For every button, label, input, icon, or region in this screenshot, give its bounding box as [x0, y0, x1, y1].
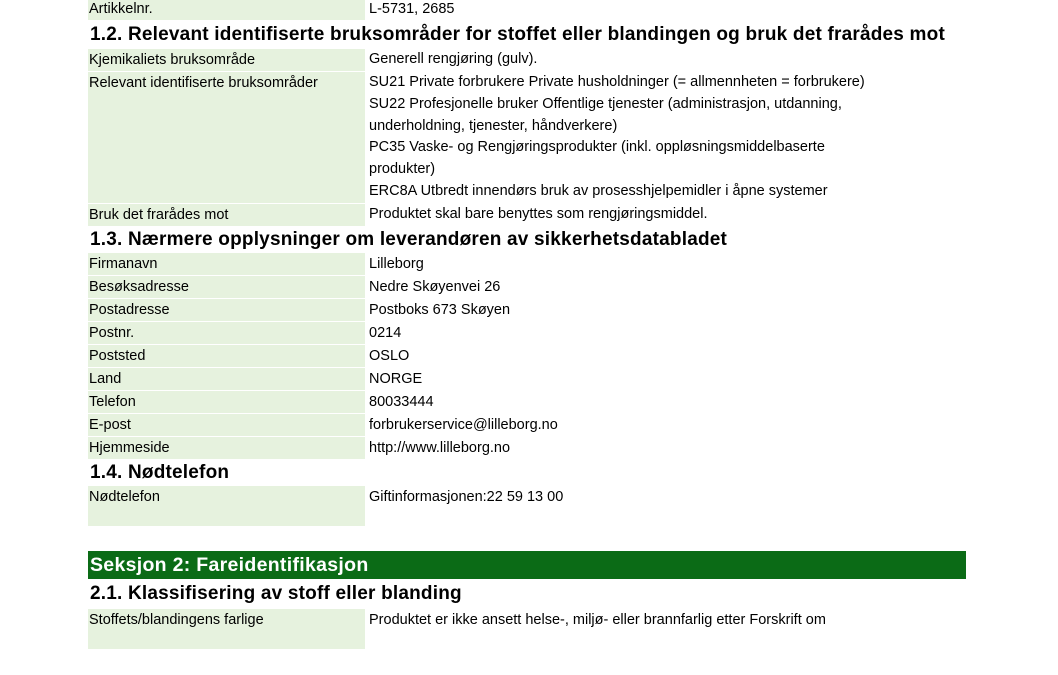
relevant-bruksomrader-row — [88, 72, 966, 203]
safety-data-sheet-page — [88, 0, 966, 649]
postadresse-row — [88, 299, 966, 321]
value-line: PC35 Vaske- og Rengjøringsprodukter (inkl. oppløsningsmiddelbaserte — [369, 139, 825, 156]
telefon-row — [88, 391, 966, 413]
field-value: NORGE — [369, 370, 423, 387]
field-value: Lilleborg — [369, 255, 424, 272]
field-label: Postnr. — [88, 322, 365, 344]
firmanavn-row — [88, 253, 966, 275]
nodtelefon-row — [88, 486, 966, 526]
field-label: Kjemikaliets bruksområde — [88, 49, 365, 71]
field-label: Nødtelefon — [88, 486, 365, 526]
poststed-row — [88, 345, 966, 367]
hjemmeside-row — [88, 437, 966, 459]
field-label: Firmanavn — [88, 253, 365, 275]
besoksadresse-row — [88, 276, 966, 298]
field-value: Postboks 673 Skøyen — [369, 301, 511, 318]
value-line: Generell rengjøring (gulv). — [369, 51, 538, 67]
field-label: Land — [88, 368, 365, 390]
bruk-frarades-row — [88, 204, 966, 226]
field-label: Besøksadresse — [88, 276, 365, 298]
field-label: Stoffets/blandingens farlige — [88, 609, 365, 649]
field-value: L-5731, 2685 — [369, 1, 455, 17]
artikkelnr-row — [88, 0, 966, 20]
value-line: ERC8A Utbredt innendørs bruk av prosesshjelpemidler i åpne systemer — [369, 182, 828, 199]
email-link[interactable]: forbrukerservice@lilleborg.no — [369, 416, 558, 433]
heading-1-2: 1.2. Relevant identifiserte bruksområder for stoffet eller blandingen og bruk det frarådes mot — [90, 24, 945, 45]
field-label: Bruk det frarådes mot — [88, 204, 365, 226]
field-value: 80033444 — [369, 393, 434, 410]
value-line: underholdning, tjenester, håndverkere) — [369, 117, 618, 134]
field-value — [365, 72, 966, 203]
epost-row — [88, 414, 966, 436]
field-value: Giftinformasjonen:22 59 13 00 — [369, 488, 564, 505]
value-line: produkter) — [369, 161, 436, 178]
field-label: Poststed — [88, 345, 365, 367]
field-label: Artikkelnr. — [88, 0, 365, 20]
heading-1-3: 1.3. Nærmere opplysninger om leverandøren av sikkerhetsdatabladet — [90, 228, 728, 250]
website-link[interactable]: http://www.lilleborg.no — [369, 439, 511, 456]
field-value: OSLO — [369, 347, 410, 364]
field-label: Hjemmeside — [88, 437, 365, 459]
land-row — [88, 368, 966, 390]
heading-1-4: 1.4. Nødtelefon — [90, 461, 230, 483]
field-label: Relevant identifiserte bruksområder — [88, 72, 365, 203]
field-value — [365, 204, 966, 226]
value-line: SU21 Private forbrukere Private husholdninger (= allmennheten = forbrukere) — [369, 74, 865, 90]
postnr-row — [88, 322, 966, 344]
field-label: Telefon — [88, 391, 365, 413]
field-value: 0214 — [369, 324, 402, 341]
value-line: SU22 Profesjonelle bruker Offentlige tjenester (administrasjon, utdanning, — [369, 95, 842, 112]
kjemikaliets-bruksomrade-row — [88, 49, 966, 71]
value-line: Produktet skal bare benyttes som rengjøringsmiddel. — [369, 205, 708, 222]
farlige-egenskaper-row — [88, 609, 966, 649]
field-label: Postadresse — [88, 299, 365, 321]
field-value: Produktet er ikke ansett helse-, miljø- eller brannfarlig etter Forskrift om — [369, 611, 826, 628]
field-value — [365, 49, 966, 71]
section-2-header: Seksjon 2: Fareidentifikasjon — [88, 551, 966, 579]
heading-2-1: 2.1. Klassifisering av stoff eller blanding — [90, 582, 462, 604]
field-label: E-post — [88, 414, 365, 436]
field-value: Nedre Skøyenvei 26 — [369, 278, 501, 295]
